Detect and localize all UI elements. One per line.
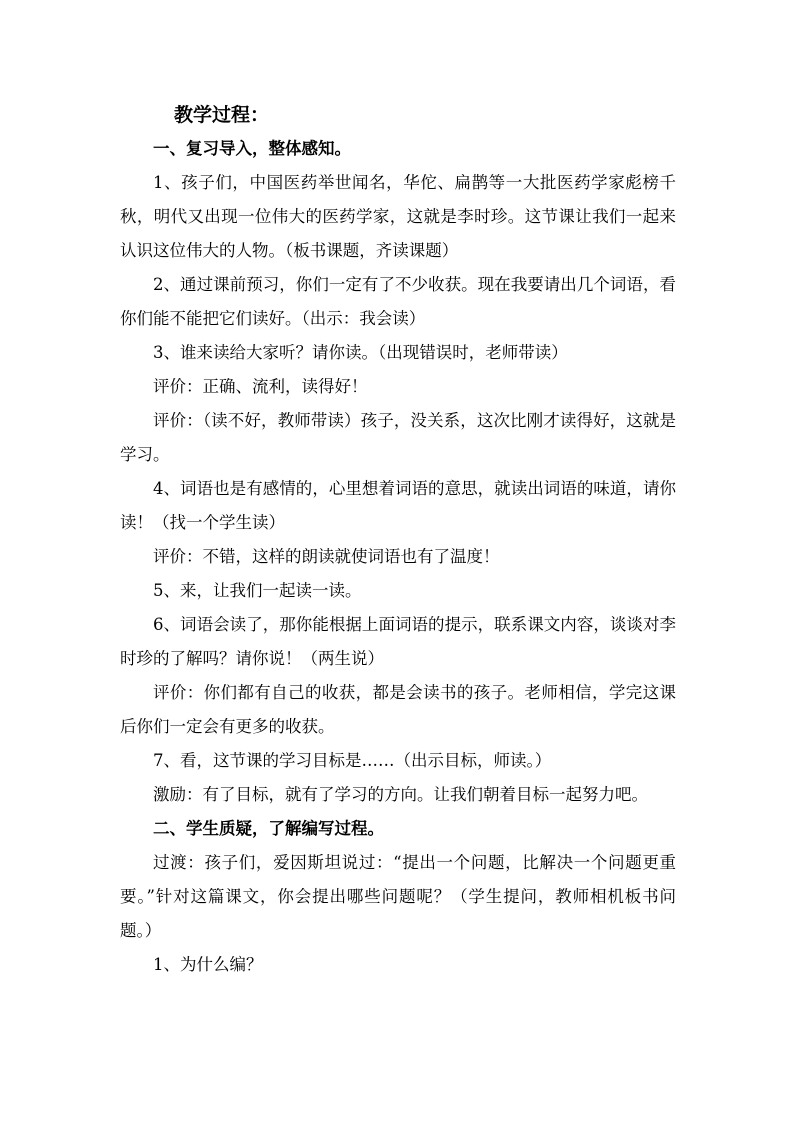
question-1: 1、为什么编？ [153, 955, 263, 974]
evaluation-4: 评价：你们都有自己的收获，都是会读书的孩子。老师相信，学完这课后你们一定会有更多的收获。 [120, 683, 676, 736]
paragraph-6: 6、词语会读了，那你能根据上面词语的提示，联系课文内容，谈谈对李时珍的了解吗？请你说！（两生说） [120, 615, 676, 668]
paragraph-1: 1、孩子们，中国医药举世闻名，华佗、扁鹊等一大批医药学家彪榜千秋，明代又出现一位伟大的医药学家，这就是李时珍。这节课让我们一起来认识这位伟大的人物。（板书课题，齐读课题） [120, 173, 676, 260]
section-heading-questions: 二、学生质疑，了解编写过程。 [153, 819, 384, 838]
evaluation-3: 评价：不错，这样的朗读就使词语也有了温度！ [153, 547, 500, 566]
paragraph-5: 5、来，让我们一起读一读。 [153, 581, 362, 600]
transition-paragraph: 过渡：孩子们，爱因斯坦说过：“提出一个问题，比解决一个问题更重要。”针对这篇课文，你会提出哪些问题呢？（学生提问，教师相机板书问题。） [120, 853, 676, 940]
document-title: 教学过程： [174, 104, 270, 126]
paragraph-3: 3、谁来读给大家听？请你读。（出现错误时，老师带读） [153, 343, 568, 362]
paragraph-2: 2、通过课前预习，你们一定有了不少收获。现在我要请出几个词语，看你们能不能把它们读好。（出示：我会读） [120, 275, 676, 328]
evaluation-1: 评价：正确、流利，读得好！ [153, 377, 368, 396]
encouragement: 激励：有了目标，就有了学习的方向。让我们朝着目标一起努力吧。 [153, 785, 648, 804]
paragraph-7: 7、看，这节课的学习目标是……（出示目标，师读。） [153, 751, 552, 770]
evaluation-2: 评价：（读不好，教师带读）孩子，没关系，这次比刚才读得好，这就是学习。 [120, 411, 676, 464]
document-body [120, 132, 676, 982]
paragraph-4: 4、词语也是有感情的，心里想着词语的意思，就读出词语的味道，请你读！（找一个学生读） [120, 479, 676, 532]
section-heading-review: 一、复习导入，整体感知。 [153, 139, 351, 158]
